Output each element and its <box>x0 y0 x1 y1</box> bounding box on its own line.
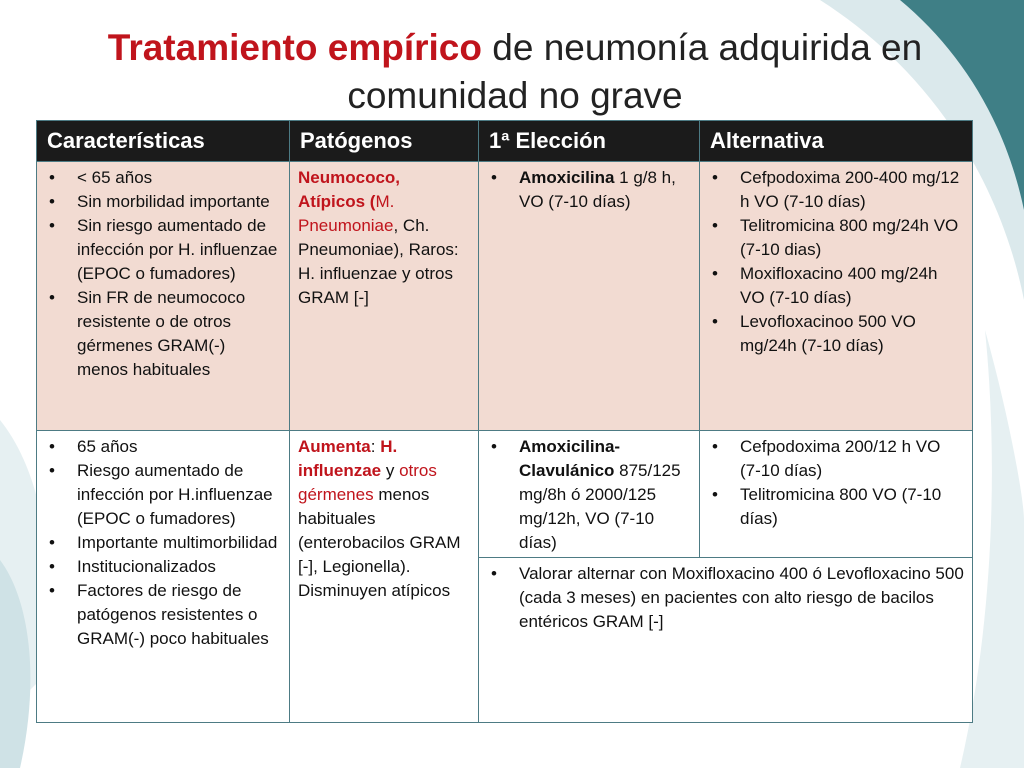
list-item: • Factores de riesgo de patógenos resistentes o GRAM(-) poco habituales <box>45 579 281 651</box>
list-item: • Cefpodoxima 200-400 mg/12 h VO (7-10 días) <box>708 166 964 214</box>
list-item: • Importante multimorbilidad <box>45 531 281 555</box>
list-item <box>487 435 691 555</box>
list-item: • Riesgo aumentado de infección por H.influenzae (EPOC o fumadores) <box>45 459 281 531</box>
list-item: • 65 años <box>45 435 281 459</box>
cell-nota <box>479 558 973 723</box>
patogenos-y: y <box>381 461 400 480</box>
list-item: • Sin riesgo aumentado de infección por H. influenzae (EPOC o fumadores) <box>45 214 281 286</box>
cell-patogenos <box>290 162 479 431</box>
list-item: • Cefpodoxima 200/12 h VO (7-10 días) <box>708 435 964 483</box>
list-item: • Telitromicina 800 mg/24h VO (7-10 dias) <box>708 214 964 262</box>
cell-caracteristicas <box>37 162 290 431</box>
cell-alternativa <box>700 162 973 431</box>
title-rest: de neumonía adquirida en comunidad no grave <box>347 27 923 116</box>
list-item <box>487 166 691 214</box>
patogenos-rest: , Ch. Pneumoniae), Raros: H. influenzae y otros GRAM [-] <box>298 216 459 307</box>
cell-eleccion <box>479 431 700 558</box>
drug-name: Amoxicilina <box>519 168 615 187</box>
patogenos-aumenta: Aumenta <box>298 437 371 456</box>
header-caracteristicas: Características <box>37 121 290 162</box>
table-row <box>37 162 973 431</box>
header-alternativa: Alternativa <box>700 121 973 162</box>
patogenos-mycoplasma: M. Pneumoniae <box>298 192 395 235</box>
patogenos-hinfluenzae: H. influenzae <box>298 437 398 480</box>
patogenos-colon: : <box>370 437 381 456</box>
drug-dose: 875/125 mg/8h ó 2000/125 mg/12h, VO (7-10 días) <box>519 461 681 552</box>
patogenos-otros: otros gérmenes <box>298 461 437 504</box>
list-item: • Telitromicina 800 VO (7-10 días) <box>708 483 964 531</box>
cell-caracteristicas <box>37 431 290 723</box>
header-eleccion: 1ª Elección <box>479 121 700 162</box>
list-item: • < 65 años <box>45 166 281 190</box>
list-item: • Sin morbilidad importante <box>45 190 281 214</box>
table-header-row <box>37 121 973 162</box>
cell-eleccion <box>479 162 700 431</box>
title-bold: Tratamiento empírico <box>107 27 482 68</box>
header-patogenos: Patógenos <box>290 121 479 162</box>
table-row <box>37 431 973 558</box>
cell-patogenos <box>290 431 479 723</box>
page-title <box>40 24 990 120</box>
list-item: • Moxifloxacino 400 mg/24h VO (7-10 días) <box>708 262 964 310</box>
cell-alternativa <box>700 431 973 558</box>
list-item: • Levofloxacinoo 500 VO mg/24h (7-10 días) <box>708 310 964 358</box>
patogenos-rest: menos habituales (enterobacilos GRAM [-], Legionella). Disminuyen atípicos <box>298 485 461 600</box>
patogenos-main: Neumococo, Atípicos ( <box>298 168 401 211</box>
list-item: • Valorar alternar con Moxifloxacino 400 ó Levofloxacino 500 (cada 3 meses) en pacientes con alto riesgo de bacilos entéricos GRAM [-] <box>487 562 964 634</box>
list-item: • Institucionalizados <box>45 555 281 579</box>
drug-name: Amoxicilina-Clavulánico <box>519 437 621 480</box>
drug-dose: 1 g/8 h, VO (7-10 días) <box>519 168 676 211</box>
treatment-table <box>36 120 973 723</box>
list-item: • Sin FR de neumococo resistente o de otros gérmenes GRAM(-) menos habituales <box>45 286 281 382</box>
